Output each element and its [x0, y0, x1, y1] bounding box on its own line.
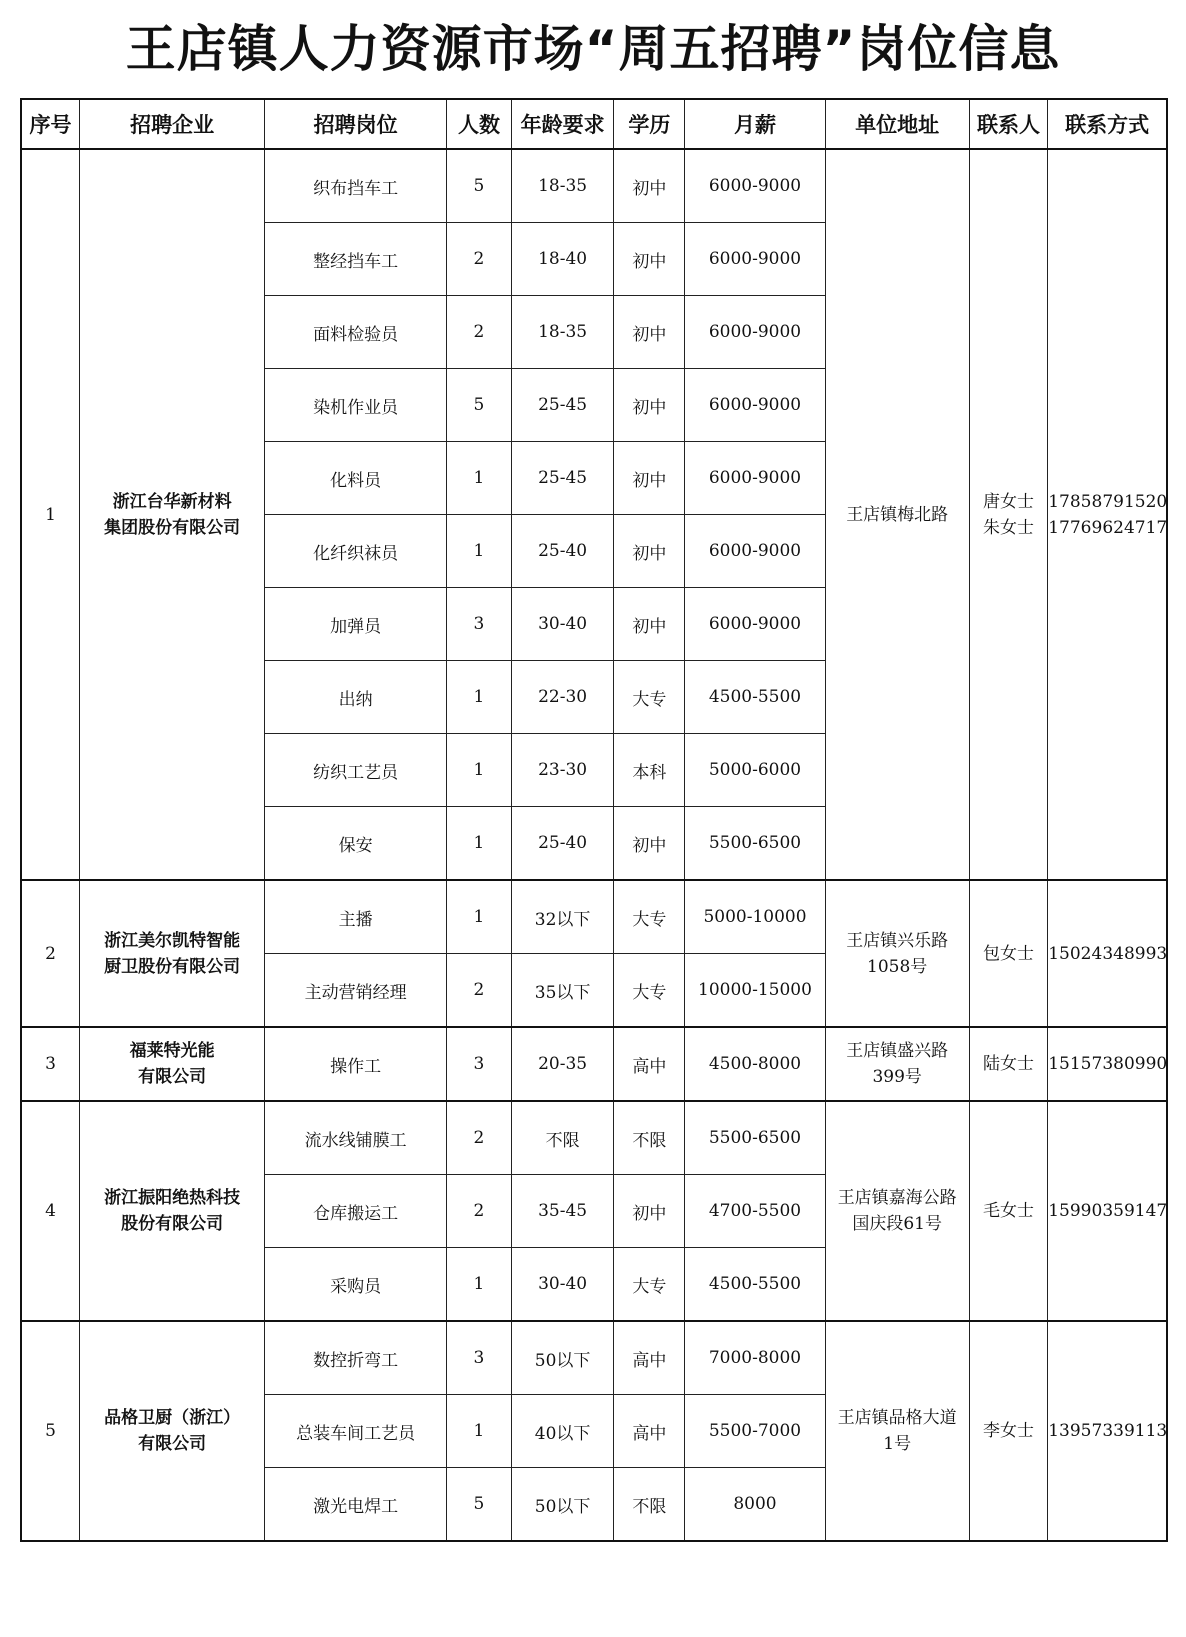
job-education: 初中 — [614, 223, 685, 296]
job-age: 50以下 — [511, 1321, 613, 1395]
header-company: 招聘企业 — [80, 99, 265, 149]
company-address: 王店镇兴乐路 1058号 — [825, 880, 969, 1027]
company-phone: 15157380990 — [1048, 1027, 1167, 1101]
job-age: 25-45 — [511, 369, 613, 442]
table-row — [21, 880, 1167, 954]
job-position: 化纤织袜员 — [265, 515, 447, 588]
job-position: 加弹员 — [265, 588, 447, 661]
job-salary: 4500-5500 — [685, 1248, 825, 1322]
header-age: 年龄要求 — [511, 99, 613, 149]
company-no: 1 — [21, 149, 80, 880]
job-age: 18-35 — [511, 296, 613, 369]
job-count: 1 — [447, 880, 512, 954]
job-age: 22-30 — [511, 661, 613, 734]
company-name: 品格卫厨（浙江） 有限公司 — [80, 1321, 265, 1541]
header-education: 学历 — [614, 99, 685, 149]
job-education: 初中 — [614, 296, 685, 369]
job-education: 大专 — [614, 880, 685, 954]
job-education: 高中 — [614, 1395, 685, 1468]
job-education: 初中 — [614, 588, 685, 661]
job-position: 操作工 — [265, 1027, 447, 1101]
job-age: 40以下 — [511, 1395, 613, 1468]
company-phone: 17858791520 17769624717 — [1048, 149, 1167, 880]
job-position: 主动营销经理 — [265, 954, 447, 1028]
job-position: 总装车间工艺员 — [265, 1395, 447, 1468]
job-age: 30-40 — [511, 588, 613, 661]
job-position: 采购员 — [265, 1248, 447, 1322]
job-count: 1 — [447, 442, 512, 515]
company-contact: 陆女士 — [969, 1027, 1047, 1101]
company-contact: 李女士 — [969, 1321, 1047, 1541]
page-title: 王店镇人力资源市场“周五招聘”岗位信息 — [125, 20, 1061, 78]
job-position: 流水线铺膜工 — [265, 1101, 447, 1175]
job-count: 5 — [447, 149, 512, 223]
job-education: 大专 — [614, 954, 685, 1028]
job-age: 50以下 — [511, 1468, 613, 1542]
company-group — [21, 1321, 1167, 1541]
job-count: 1 — [447, 661, 512, 734]
job-count: 2 — [447, 296, 512, 369]
job-count: 3 — [447, 588, 512, 661]
job-salary: 4500-8000 — [685, 1027, 825, 1101]
company-phone: 13957339113 — [1048, 1321, 1167, 1541]
job-position: 面料检验员 — [265, 296, 447, 369]
job-salary: 4700-5500 — [685, 1175, 825, 1248]
header-count: 人数 — [447, 99, 512, 149]
job-education: 初中 — [614, 807, 685, 881]
company-no: 5 — [21, 1321, 80, 1541]
job-age: 25-40 — [511, 515, 613, 588]
job-position: 激光电焊工 — [265, 1468, 447, 1542]
job-salary: 6000-9000 — [685, 369, 825, 442]
header-phone: 联系方式 — [1048, 99, 1167, 149]
company-group — [21, 1027, 1167, 1101]
job-age: 35-45 — [511, 1175, 613, 1248]
job-salary: 5500-7000 — [685, 1395, 825, 1468]
job-education: 不限 — [614, 1101, 685, 1175]
company-name: 浙江振阳绝热科技 股份有限公司 — [80, 1101, 265, 1321]
job-age: 不限 — [511, 1101, 613, 1175]
job-position: 化料员 — [265, 442, 447, 515]
company-no: 3 — [21, 1027, 80, 1101]
company-contact: 包女士 — [969, 880, 1047, 1027]
job-salary: 6000-9000 — [685, 588, 825, 661]
job-age: 25-45 — [511, 442, 613, 515]
company-contact: 毛女士 — [969, 1101, 1047, 1321]
job-position: 纺织工艺员 — [265, 734, 447, 807]
job-education: 初中 — [614, 442, 685, 515]
company-address: 王店镇品格大道 1号 — [825, 1321, 969, 1541]
job-age: 18-35 — [511, 149, 613, 223]
job-salary: 5000-6000 — [685, 734, 825, 807]
job-position: 保安 — [265, 807, 447, 881]
job-position: 织布挡车工 — [265, 149, 447, 223]
job-count: 2 — [447, 1101, 512, 1175]
job-salary: 10000-15000 — [685, 954, 825, 1028]
job-age: 25-40 — [511, 807, 613, 881]
job-count: 2 — [447, 954, 512, 1028]
job-age: 35以下 — [511, 954, 613, 1028]
job-salary: 6000-9000 — [685, 223, 825, 296]
table-row — [21, 1027, 1167, 1101]
header-row — [21, 99, 1167, 149]
header-contact: 联系人 — [969, 99, 1047, 149]
job-education: 不限 — [614, 1468, 685, 1542]
job-position: 数控折弯工 — [265, 1321, 447, 1395]
job-count: 2 — [447, 223, 512, 296]
company-phone: 15990359147 — [1048, 1101, 1167, 1321]
job-position: 出纳 — [265, 661, 447, 734]
job-salary: 8000 — [685, 1468, 825, 1542]
company-name: 浙江美尔凯特智能 厨卫股份有限公司 — [80, 880, 265, 1027]
job-position: 染机作业员 — [265, 369, 447, 442]
job-education: 大专 — [614, 1248, 685, 1322]
job-count: 2 — [447, 1175, 512, 1248]
job-position: 整经挡车工 — [265, 223, 447, 296]
company-address: 王店镇梅北路 — [825, 149, 969, 880]
job-education: 初中 — [614, 1175, 685, 1248]
company-group — [21, 149, 1167, 880]
job-age: 20-35 — [511, 1027, 613, 1101]
company-group — [21, 1101, 1167, 1321]
company-address: 王店镇嘉海公路 国庆段61号 — [825, 1101, 969, 1321]
job-age: 23-30 — [511, 734, 613, 807]
company-contact: 唐女士 朱女士 — [969, 149, 1047, 880]
job-count: 1 — [447, 734, 512, 807]
job-age: 18-40 — [511, 223, 613, 296]
company-name: 浙江台华新材料 集团股份有限公司 — [80, 149, 265, 880]
job-education: 初中 — [614, 149, 685, 223]
job-salary: 6000-9000 — [685, 149, 825, 223]
job-salary: 6000-9000 — [685, 442, 825, 515]
job-position: 仓库搬运工 — [265, 1175, 447, 1248]
job-count: 3 — [447, 1027, 512, 1101]
table-row — [21, 1321, 1167, 1395]
header-no: 序号 — [21, 99, 80, 149]
header-address: 单位地址 — [825, 99, 969, 149]
job-age: 30-40 — [511, 1248, 613, 1322]
job-count: 1 — [447, 807, 512, 881]
job-education: 初中 — [614, 515, 685, 588]
job-education: 初中 — [614, 369, 685, 442]
job-education: 高中 — [614, 1321, 685, 1395]
company-no: 4 — [21, 1101, 80, 1321]
job-education: 大专 — [614, 661, 685, 734]
job-count: 1 — [447, 515, 512, 588]
job-education: 高中 — [614, 1027, 685, 1101]
job-salary: 5000-10000 — [685, 880, 825, 954]
job-count: 5 — [447, 369, 512, 442]
job-salary: 6000-9000 — [685, 296, 825, 369]
company-phone: 15024348993 — [1048, 880, 1167, 1027]
job-count: 1 — [447, 1395, 512, 1468]
job-salary: 5500-6500 — [685, 807, 825, 881]
job-salary: 5500-6500 — [685, 1101, 825, 1175]
jobs-table — [20, 98, 1168, 1542]
job-count: 5 — [447, 1468, 512, 1542]
company-address: 王店镇盛兴路 399号 — [825, 1027, 969, 1101]
header-position: 招聘岗位 — [265, 99, 447, 149]
job-age: 32以下 — [511, 880, 613, 954]
table-row — [21, 1101, 1167, 1175]
company-group — [21, 880, 1167, 1027]
table-row — [21, 149, 1167, 223]
job-salary: 7000-8000 — [685, 1321, 825, 1395]
job-count: 1 — [447, 1248, 512, 1322]
job-education: 本科 — [614, 734, 685, 807]
job-count: 3 — [447, 1321, 512, 1395]
header-salary: 月薪 — [685, 99, 825, 149]
company-no: 2 — [21, 880, 80, 1027]
company-name: 福莱特光能 有限公司 — [80, 1027, 265, 1101]
job-salary: 4500-5500 — [685, 661, 825, 734]
job-position: 主播 — [265, 880, 447, 954]
job-salary: 6000-9000 — [685, 515, 825, 588]
